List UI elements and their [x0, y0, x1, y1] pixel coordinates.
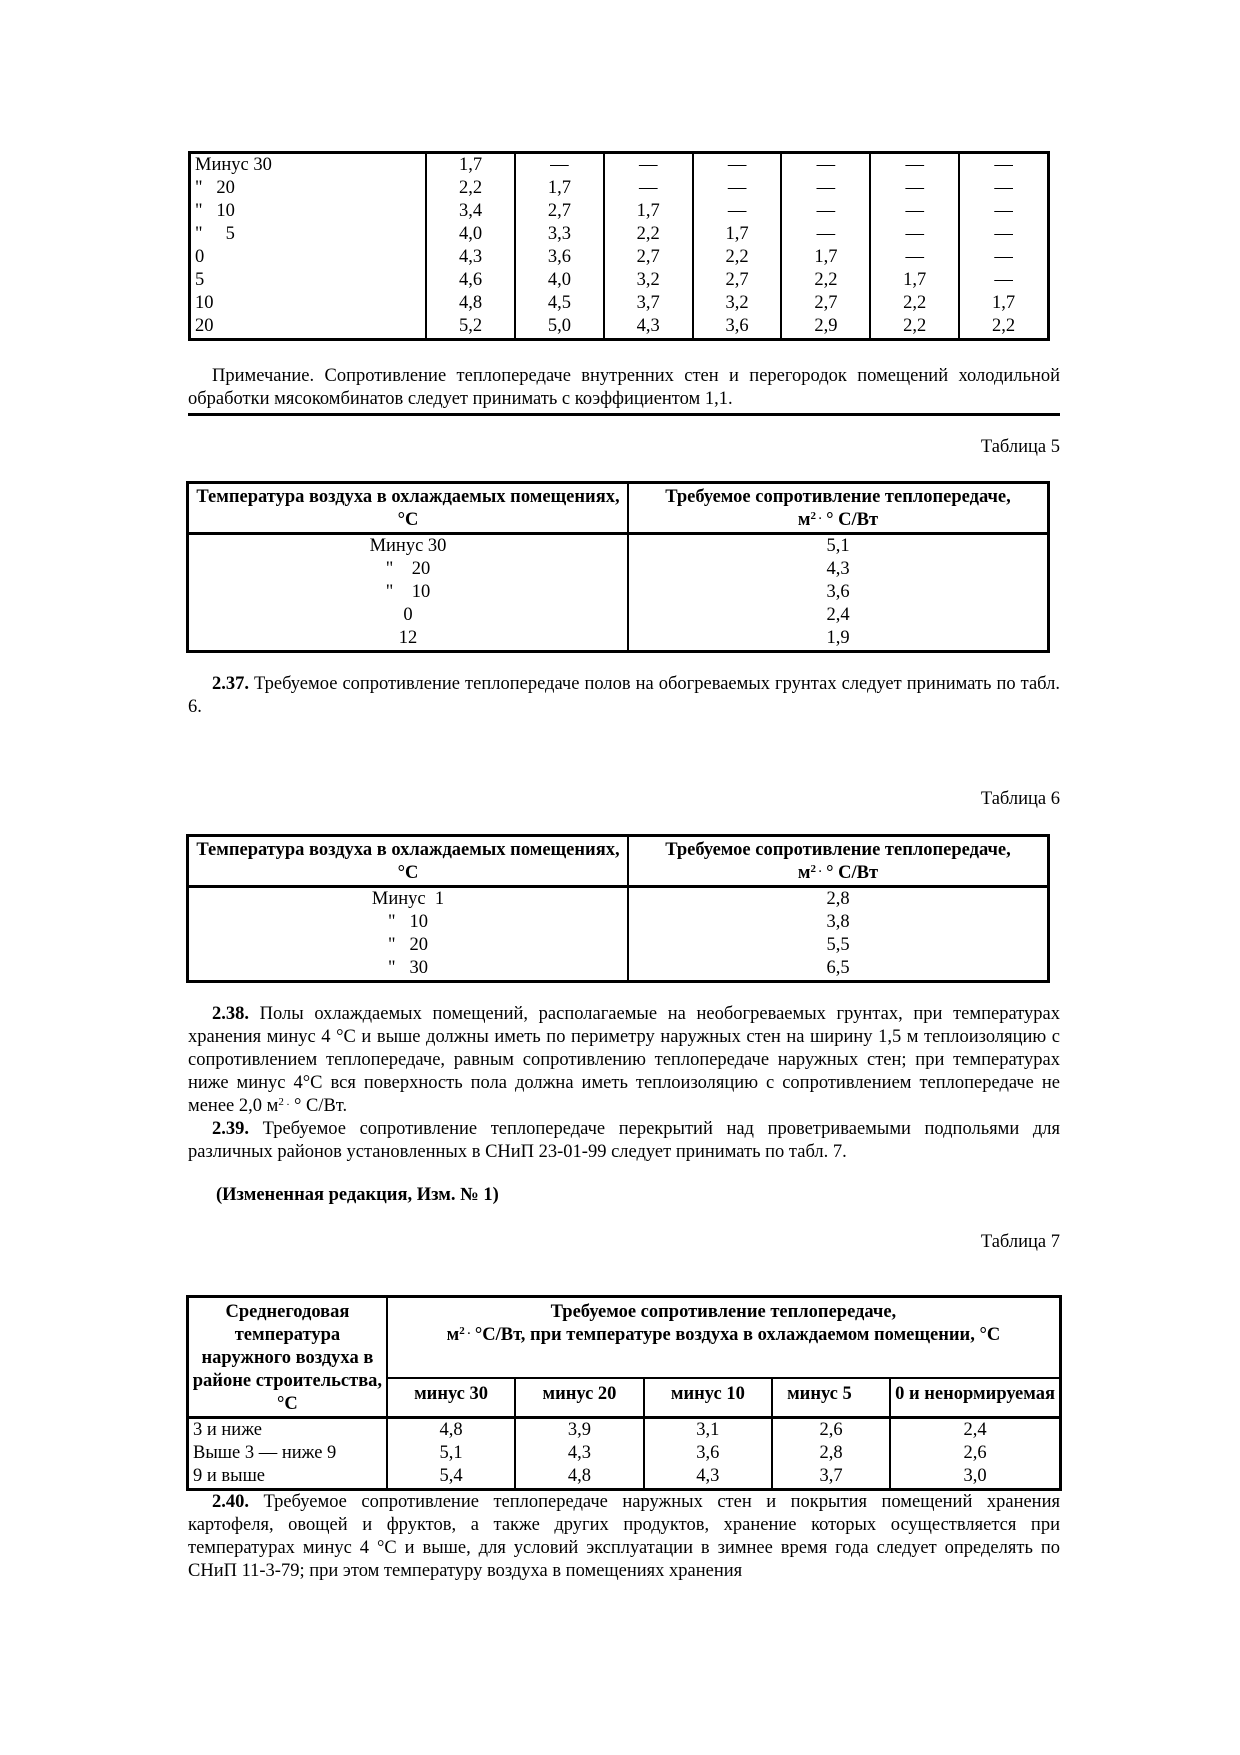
header-resistance-line1: Требуемое сопротивление теплопередаче, [665, 840, 1011, 860]
resistance-cell: 2,8 [628, 887, 1049, 912]
value-cell: 2,7 [604, 246, 693, 269]
header-resistance-unit-sup: 2 . [810, 510, 822, 522]
value-cell: 1,7 [604, 200, 693, 223]
value-cell: 2,2 [870, 292, 959, 315]
paragraph-text: Требуемое сопротивление теплопередаче наружных стен и покрытия помещений хранения картофеля, овощей и фруктов, а также других продуктов, хранение которых осуществляется при температурах минус 4 °С и выше, для условий эксплуатации в зимнее время года следует определять по СНиП 11-3-79; при этом температуру воздуха в помещениях хранения [188, 1492, 1060, 1581]
temperature-cell: " 10 [388, 912, 428, 932]
value-cell: 4,3 [515, 1442, 643, 1465]
paragraph-number: 2.37. [212, 674, 249, 694]
table-row [188, 558, 1049, 581]
paragraph-2-38 [188, 1003, 1060, 1118]
header-resistance-unit-rest: ° С/Вт [821, 510, 879, 530]
value-cell: — [781, 153, 870, 178]
value-cell: 2,7 [693, 269, 782, 292]
table-row [190, 292, 1049, 315]
value-cell: 5,2 [426, 315, 515, 340]
row-label-cell: " 5 [195, 224, 235, 244]
value-cell: 3,9 [515, 1418, 643, 1443]
value-cell: — [870, 200, 959, 223]
table-row [190, 200, 1049, 223]
value-cell: 4,5 [515, 292, 604, 315]
header-temperature: Температура воздуха в охлаждаемых помещениях, °С [188, 483, 629, 534]
value-cell: 1,7 [870, 269, 959, 292]
paragraph-number: 2.39. [212, 1119, 249, 1139]
table-row [188, 1465, 1061, 1490]
table-header-row [188, 836, 1049, 887]
row-label-cell: 20 [195, 316, 214, 336]
value-cell: 3,6 [693, 315, 782, 340]
value-cell: 2,7 [515, 200, 604, 223]
table-note: Примечание. Сопротивление теплопередаче внутренних стен и перегородок помещений холодильной обработки мясокомбинатов следует принимать с коэффициентом 1,1. [188, 366, 1060, 409]
table-row [188, 627, 1049, 652]
value-cell: 4,0 [426, 223, 515, 246]
header-resistance [628, 836, 1049, 887]
value-cell: 2,2 [693, 246, 782, 269]
header-resistance-unit-rest: ° С/Вт [821, 863, 879, 883]
row-label-cell: " 20 [195, 178, 235, 198]
header-resistance-unit-m: м [797, 510, 811, 530]
header-resistance-unit-sup: 2 . [459, 1325, 471, 1337]
header-resistance [387, 1297, 1061, 1379]
paragraph-number: 2.40. [212, 1492, 249, 1512]
resistance-cell: 2,4 [628, 604, 1049, 627]
value-cell: 5,4 [387, 1465, 515, 1490]
table-row [188, 911, 1049, 934]
table-6 [186, 834, 1050, 983]
value-cell: 3,6 [644, 1442, 772, 1465]
value-cell: 2,9 [781, 315, 870, 340]
table-header-row [188, 1297, 1061, 1379]
row-label-cell: 3 и ниже [193, 1420, 262, 1440]
table-row [188, 934, 1049, 957]
value-cell: — [959, 153, 1048, 178]
table-5-caption: Таблица 5 [980, 437, 1060, 457]
header-resistance-line1: Требуемое сопротивление теплопередаче, [550, 1302, 897, 1322]
value-cell: 4,3 [644, 1465, 772, 1490]
value-cell: — [959, 269, 1048, 292]
resistance-cell: 3,6 [628, 581, 1049, 604]
temperature-cell: 12 [398, 628, 418, 648]
subheader-cell: минус 5 [772, 1378, 890, 1417]
value-cell: 4,8 [387, 1418, 515, 1443]
row-label-cell: 9 и выше [193, 1466, 266, 1486]
resistance-cell: 6,5 [628, 957, 1049, 982]
temperature-cell: " 20 [385, 559, 431, 579]
table-row [188, 604, 1049, 627]
value-cell: 2,6 [890, 1442, 1060, 1465]
value-cell: 3,2 [604, 269, 693, 292]
value-cell: 3,6 [515, 246, 604, 269]
value-cell: 2,8 [772, 1442, 890, 1465]
temperature-cell: Минус 1 [371, 889, 445, 909]
header-resistance-unit-rest: °С/Вт, при температуре воздуха в охлаждаемом помещении, °С [470, 1325, 1001, 1345]
header-resistance-line1: Требуемое сопротивление теплопередаче, [665, 487, 1011, 507]
paragraph-number: 2.38. [212, 1004, 249, 1024]
value-cell: — [959, 200, 1048, 223]
subheader-cell: минус 30 [387, 1378, 515, 1417]
value-cell: — [781, 177, 870, 200]
row-label-cell: 5 [195, 270, 205, 290]
table-row [188, 1418, 1061, 1443]
value-cell: 4,8 [515, 1465, 643, 1490]
amendment-note: (Измененная редакция, Изм. № 1) [216, 1185, 499, 1205]
subheader-cell: минус 10 [644, 1378, 772, 1417]
value-cell: 3,3 [515, 223, 604, 246]
temperature-cell: " 20 [388, 935, 428, 955]
value-cell: 2,2 [781, 269, 870, 292]
header-resistance [628, 483, 1049, 534]
value-cell: 3,4 [426, 200, 515, 223]
section-divider [188, 413, 1060, 416]
value-cell: 2,2 [870, 315, 959, 340]
temperature-cell: " 10 [385, 582, 431, 602]
temperature-cell: Минус 30 [369, 536, 447, 556]
row-label-cell: 10 [195, 293, 214, 313]
subheader-cell: 0 и ненормируемая [890, 1378, 1060, 1417]
resistance-cell: 4,3 [628, 558, 1049, 581]
value-cell: — [693, 153, 782, 178]
table-header-row [188, 483, 1049, 534]
value-cell: 4,3 [604, 315, 693, 340]
value-cell: — [515, 153, 604, 178]
value-cell: — [781, 200, 870, 223]
value-cell: — [693, 177, 782, 200]
document-page [188, 0, 1060, 1755]
value-cell: 3,7 [604, 292, 693, 315]
value-cell: 3,2 [693, 292, 782, 315]
value-cell: 1,7 [781, 246, 870, 269]
value-cell: 1,7 [515, 177, 604, 200]
value-cell: — [693, 200, 782, 223]
paragraph-text: Полы охлаждаемых помещений, располагаемые на необогреваемых грунтах, при температурах хранения минус 4 °С и выше должны иметь по периметру наружных стен на ширину 1,5 м теплоизоляцию с сопротивлением теплопередаче, равным сопротивлению теплопередаче наружных стен; при температурах ниже минус 4°С вся поверхность пола должна иметь теплоизоляцию с сопротивлением теплопередаче не менее 2,0 м [188, 1004, 1060, 1116]
table-row [190, 315, 1049, 340]
value-cell: — [604, 177, 693, 200]
paragraph-text: Требуемое сопротивление теплопередаче полов на обогреваемых грунтах следует принимать по табл. 6. [188, 674, 1060, 717]
value-cell: — [870, 153, 959, 178]
value-cell: — [959, 223, 1048, 246]
value-cell: 2,6 [772, 1418, 890, 1443]
value-cell: 5,0 [515, 315, 604, 340]
value-cell: — [604, 153, 693, 178]
row-label-cell: " 10 [195, 201, 235, 221]
value-cell: — [959, 246, 1048, 269]
header-resistance-unit-m: м [797, 863, 811, 883]
value-cell: — [959, 177, 1048, 200]
table-5 [186, 481, 1050, 653]
resistance-cell: 3,8 [628, 911, 1049, 934]
table-row [188, 887, 1049, 912]
value-cell: — [870, 223, 959, 246]
table-7 [186, 1295, 1062, 1491]
row-label-cell: 0 [195, 247, 205, 267]
temperature-cell: 0 [403, 605, 413, 625]
paragraph-2-37 [188, 673, 1060, 719]
value-cell: — [870, 177, 959, 200]
value-cell: 4,6 [426, 269, 515, 292]
table-row [190, 269, 1049, 292]
paragraph-unit-sup: 2 . [278, 1096, 290, 1108]
table-row [188, 1442, 1061, 1465]
value-cell: 4,8 [426, 292, 515, 315]
row-label-cell: Минус 30 [195, 155, 272, 175]
value-cell: 1,7 [959, 292, 1048, 315]
value-cell: 2,7 [781, 292, 870, 315]
table-row [190, 223, 1049, 246]
value-cell: 4,3 [426, 246, 515, 269]
table-row [190, 153, 1049, 178]
value-cell: 1,7 [693, 223, 782, 246]
table-6-caption: Таблица 6 [980, 789, 1060, 809]
value-cell: 2,2 [604, 223, 693, 246]
table-row [188, 534, 1049, 559]
subheader-cell: минус 20 [515, 1378, 643, 1417]
paragraph-text: Требуемое сопротивление теплопередаче перекрытий над проветриваемыми подпольями для различных районов установленных в СНиП 23-01-99 следует принимать по табл. 7. [188, 1119, 1060, 1162]
row-label-cell: Выше 3 — ниже 9 [193, 1443, 337, 1463]
table-7-caption: Таблица 7 [980, 1232, 1060, 1252]
paragraph-unit-tail: ° С/Вт. [289, 1096, 348, 1116]
value-cell: 3,7 [772, 1465, 890, 1490]
table-row [190, 177, 1049, 200]
resistance-cell: 1,9 [628, 627, 1049, 652]
value-cell: 3,1 [644, 1418, 772, 1443]
header-temperature: Температура воздуха в охлаждаемых помещениях, °С [188, 836, 629, 887]
table-row [188, 581, 1049, 604]
table-row [190, 246, 1049, 269]
value-cell: — [870, 246, 959, 269]
header-resistance-unit-sup: 2 . [810, 863, 822, 875]
temperature-cell: " 30 [388, 958, 428, 978]
table-4-continuation [188, 151, 1050, 341]
paragraph-2-39 [188, 1118, 1060, 1164]
value-cell: 2,2 [426, 177, 515, 200]
value-cell: 3,0 [890, 1465, 1060, 1490]
table-row [188, 957, 1049, 982]
value-cell: 1,7 [426, 153, 515, 178]
header-resistance-unit-m: м [446, 1325, 460, 1345]
value-cell: 4,0 [515, 269, 604, 292]
header-outdoor-temperature: Среднегодовая температура наружного воздуха в районе строительства, °С [188, 1297, 387, 1418]
value-cell: 2,2 [959, 315, 1048, 340]
value-cell: — [781, 223, 870, 246]
resistance-cell: 5,1 [628, 534, 1049, 559]
paragraph-2-40 [188, 1491, 1060, 1583]
resistance-cell: 5,5 [628, 934, 1049, 957]
value-cell: 5,1 [387, 1442, 515, 1465]
value-cell: 2,4 [890, 1418, 1060, 1443]
